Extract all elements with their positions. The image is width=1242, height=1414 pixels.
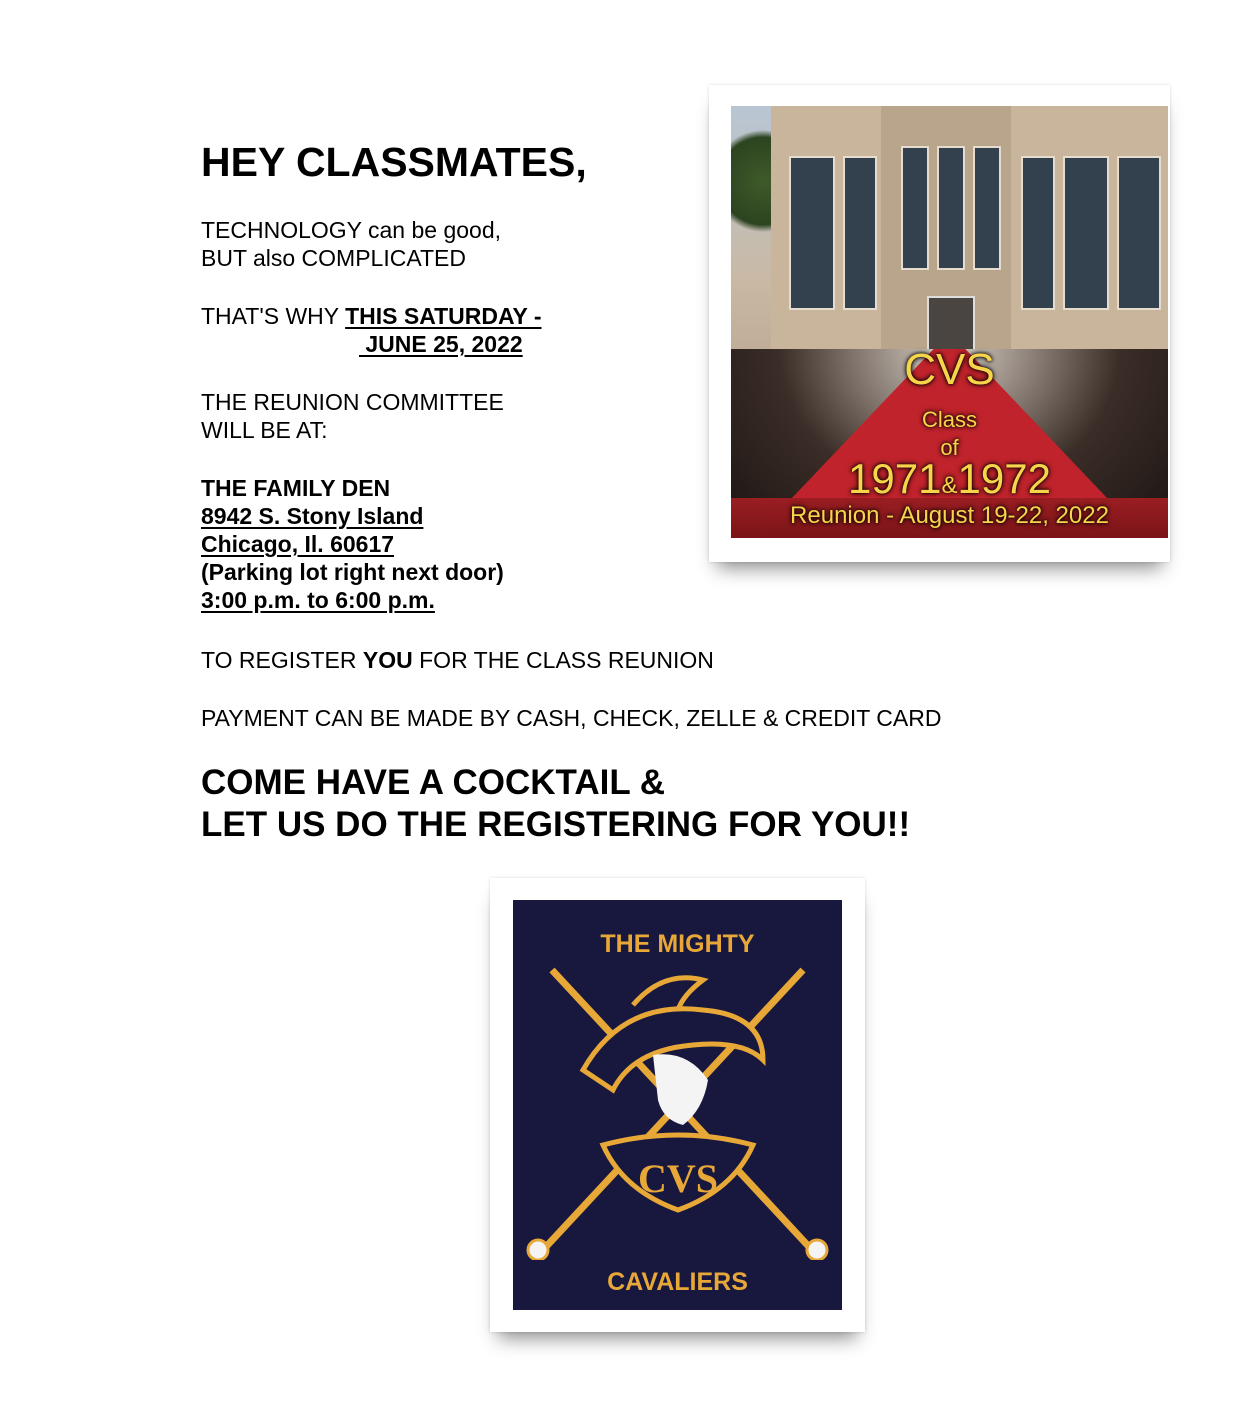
closing-line-1: COME HAVE A COCKTAIL &	[201, 763, 666, 802]
building-window	[789, 156, 835, 310]
committee-paragraph	[201, 388, 504, 444]
register-you: YOU	[362, 647, 413, 673]
date-line-1: THIS SATURDAY -	[345, 303, 542, 329]
reunion-photo-frame	[709, 85, 1170, 562]
cavalier-emblem-icon	[513, 960, 842, 1260]
date-line-2: JUNE 25, 2022	[359, 331, 523, 357]
closing-heading	[201, 762, 910, 846]
building-window	[1021, 156, 1055, 310]
register-suffix: FOR THE CLASS REUNION	[412, 647, 714, 673]
logo-monogram: CVS	[637, 1156, 719, 1201]
reunion-year-2: 1972	[957, 455, 1051, 502]
technology-paragraph	[201, 216, 501, 272]
venue-hours: 3:00 p.m. to 6:00 p.m.	[201, 587, 435, 613]
logo-photo-frame	[490, 878, 865, 1332]
venue-name: THE FAMILY DEN	[201, 475, 391, 501]
venue-parking: (Parking lot right next door)	[201, 559, 504, 585]
cavaliers-logo	[513, 900, 842, 1310]
building-window	[1063, 156, 1109, 310]
reunion-year-1: 1971	[848, 455, 942, 502]
thats-why-text: THAT'S WHY	[201, 303, 346, 329]
reunion-of-word: of	[940, 435, 959, 460]
greeting-heading: HEY CLASSMATES,	[201, 139, 587, 185]
building-window	[1117, 156, 1161, 310]
building-window	[901, 146, 929, 270]
reunion-dates: Reunion - August 19-22, 2022	[790, 502, 1109, 529]
technology-line-1: TECHNOLOGY can be good,	[201, 217, 501, 243]
venue-street: 8942 S. Stony Island	[201, 503, 424, 529]
reunion-years-ampersand: &	[941, 472, 958, 499]
committee-line-2: WILL BE AT:	[201, 417, 328, 443]
date-paragraph	[201, 302, 542, 358]
venue-city: Chicago, Il. 60617	[201, 531, 395, 557]
technology-line-2: BUT also COMPLICATED	[201, 245, 466, 271]
venue-block	[201, 474, 504, 614]
building-window	[973, 146, 1001, 270]
building-window	[843, 156, 877, 310]
building-window	[937, 146, 965, 270]
reunion-photo	[731, 106, 1168, 538]
logo-top-text: THE MIGHTY	[600, 930, 755, 958]
register-line	[201, 646, 714, 674]
reunion-school-initials: CVS	[904, 345, 995, 394]
logo-bottom-text: CAVALIERS	[607, 1268, 748, 1296]
committee-line-1: THE REUNION COMMITTEE	[201, 389, 504, 415]
payment-line: PAYMENT CAN BE MADE BY CASH, CHECK, ZELLE & CREDIT CARD	[201, 705, 942, 731]
register-prefix: TO REGISTER	[201, 647, 363, 673]
reunion-class-word: Class	[921, 407, 977, 432]
closing-line-2: LET US DO THE REGISTERING FOR YOU!!	[201, 805, 911, 844]
